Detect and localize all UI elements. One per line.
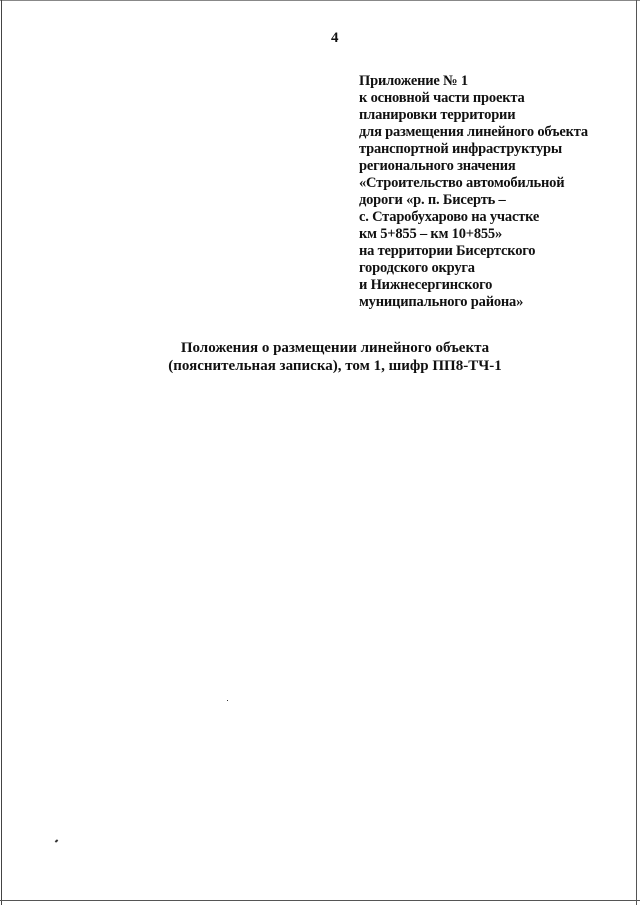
- title-line: Положения о размещении линейного объекта: [180, 340, 490, 356]
- document-title: [0, 339, 640, 375]
- appendix-line: планировки территории: [359, 107, 516, 123]
- appendix-line: регионального значения: [359, 158, 516, 174]
- appendix-line: для размещения линейного объекта: [359, 124, 588, 140]
- scan-speck: [227, 700, 228, 701]
- appendix-line: «Строительство автомобильной: [359, 175, 565, 191]
- scan-mark: [55, 839, 59, 842]
- title-line: (пояснительная записка), том 1, шифр ПП8-ТЧ-1: [168, 358, 502, 374]
- appendix-line: городского округа: [359, 260, 475, 276]
- appendix-heading: [359, 73, 588, 311]
- scan-edge-top: [0, 0, 640, 1]
- scan-edge-bottom: [0, 900, 640, 901]
- appendix-line: муниципального района»: [359, 294, 524, 310]
- scan-edge-right: [636, 0, 637, 905]
- appendix-line: и Нижнесергинского: [359, 277, 493, 293]
- appendix-line: дороги «р. п. Бисерть –: [359, 192, 506, 208]
- page-number: 4: [331, 30, 339, 46]
- appendix-line: транспортной инфраструктуры: [359, 141, 563, 157]
- appendix-line: на территории Бисертского: [359, 243, 536, 259]
- appendix-line: к основной части проекта: [359, 90, 525, 106]
- appendix-line: Приложение № 1: [359, 73, 468, 89]
- scan-edge-left: [1, 0, 2, 905]
- appendix-line: км 5+855 – км 10+855»: [359, 226, 503, 242]
- appendix-line: с. Старобухарово на участке: [359, 209, 540, 225]
